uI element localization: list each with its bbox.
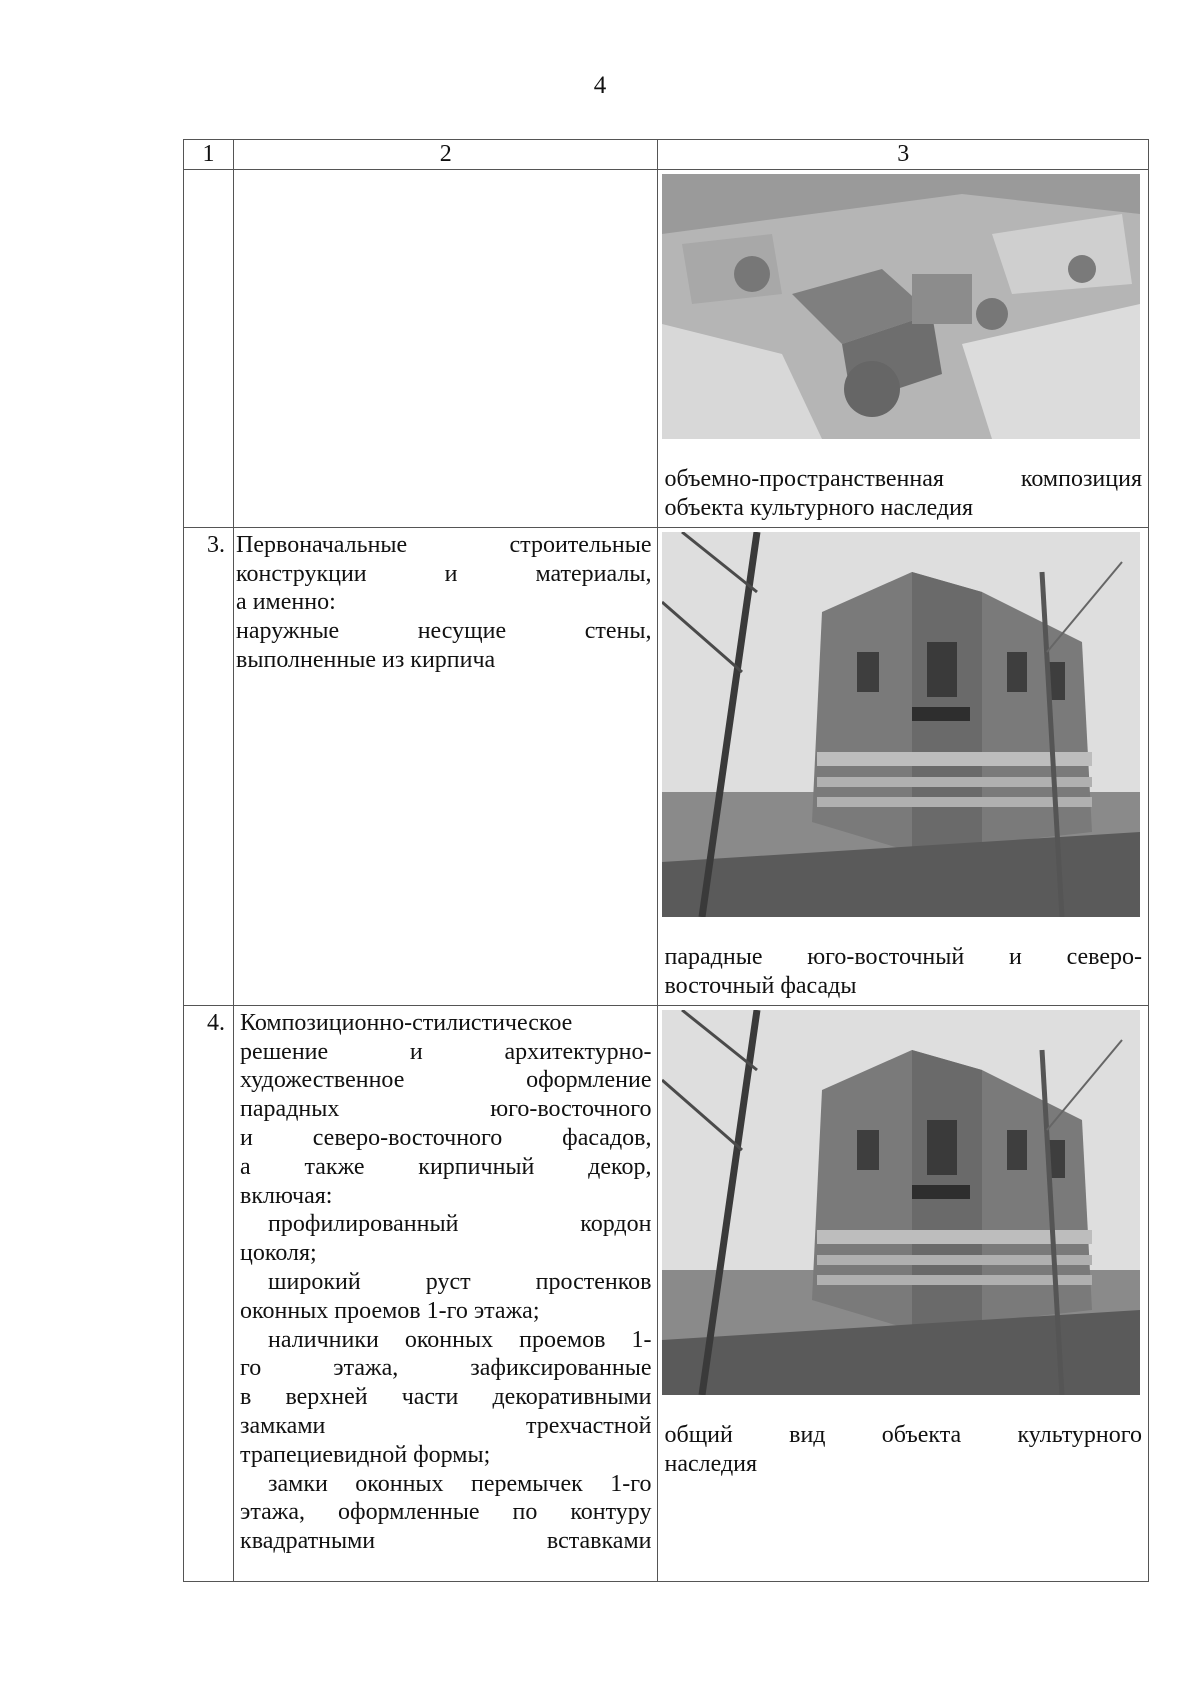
- text-line: трапециевидной формы;: [240, 1441, 491, 1468]
- text-line: замками трехчастной: [240, 1412, 652, 1439]
- row-4-caption: [662, 1421, 1144, 1479]
- row-4-photo-cell: [658, 1005, 1149, 1581]
- caption-line: объемно-пространственная композиция: [664, 465, 1142, 492]
- text-line: а также кирпичный декор,: [240, 1153, 652, 1180]
- row-3-text: [234, 527, 658, 1005]
- text-line: Первоначальные строительные: [236, 531, 652, 558]
- row-4-text: [234, 1005, 658, 1581]
- text-line: решение и архитектурно-: [240, 1038, 652, 1065]
- text-line: и северо-восточного фасадов,: [240, 1124, 652, 1151]
- caption-line: объекта культурного наследия: [664, 494, 974, 521]
- text-line: оконных проемов 1-го этажа;: [240, 1297, 540, 1324]
- header-col-2: 2: [234, 140, 658, 170]
- text-line: этажа, оформленные по контуру: [240, 1499, 652, 1526]
- table-header-row: [184, 140, 1149, 170]
- facade-photo: [662, 532, 1140, 917]
- row-3-caption: [662, 943, 1144, 1001]
- caption-line: наследия: [664, 1450, 758, 1477]
- text-line: а именно:: [236, 589, 336, 616]
- table-row-3: [184, 527, 1149, 1005]
- page-number: 4: [593, 72, 607, 99]
- row-cont-caption: [662, 465, 1144, 523]
- text-line: замки оконных перемычек 1-го: [268, 1470, 652, 1497]
- row-cont-num: [184, 169, 234, 527]
- text-line: выполненные из кирпича: [236, 646, 496, 673]
- text-line: парадных юго-восточного: [240, 1096, 652, 1123]
- header-col-1: 1: [184, 140, 234, 170]
- row-cont-photo-cell: [658, 169, 1149, 527]
- text-line: конструкции и материалы,: [236, 560, 652, 587]
- text-line: наличники оконных проемов 1-: [268, 1326, 652, 1353]
- row-4-number: 4.: [184, 1005, 234, 1581]
- text-line: квадратными вставками: [240, 1528, 652, 1555]
- text-line: цоколя;: [240, 1240, 317, 1267]
- text-line: широкий руст простенков: [268, 1268, 652, 1295]
- header-col-3: 3: [658, 140, 1149, 170]
- text-line: профилированный кордон: [268, 1211, 652, 1238]
- general-view-photo: [662, 1010, 1140, 1395]
- heritage-table: [183, 139, 1149, 1582]
- text-line: го этажа, зафиксированные: [240, 1355, 652, 1382]
- text-line: Композиционно-стилистическое: [240, 1009, 573, 1036]
- row-3-photo-cell: [658, 527, 1149, 1005]
- table-row-continuation: [184, 169, 1149, 527]
- row-3-number: 3.: [184, 527, 234, 1005]
- aerial-photo: [662, 174, 1140, 439]
- caption-line: парадные юго-восточный и северо-: [664, 943, 1142, 970]
- table-row-4: [184, 1005, 1149, 1581]
- text-line: включая:: [240, 1182, 333, 1209]
- text-line: в верхней части декоративными: [240, 1384, 652, 1411]
- text-line: наружные несущие стены,: [236, 618, 652, 645]
- caption-line: общий вид объекта культурного: [664, 1421, 1142, 1448]
- text-line: художественное оформление: [240, 1067, 652, 1094]
- caption-line: восточный фасады: [664, 972, 857, 999]
- row-cont-text: [234, 169, 658, 527]
